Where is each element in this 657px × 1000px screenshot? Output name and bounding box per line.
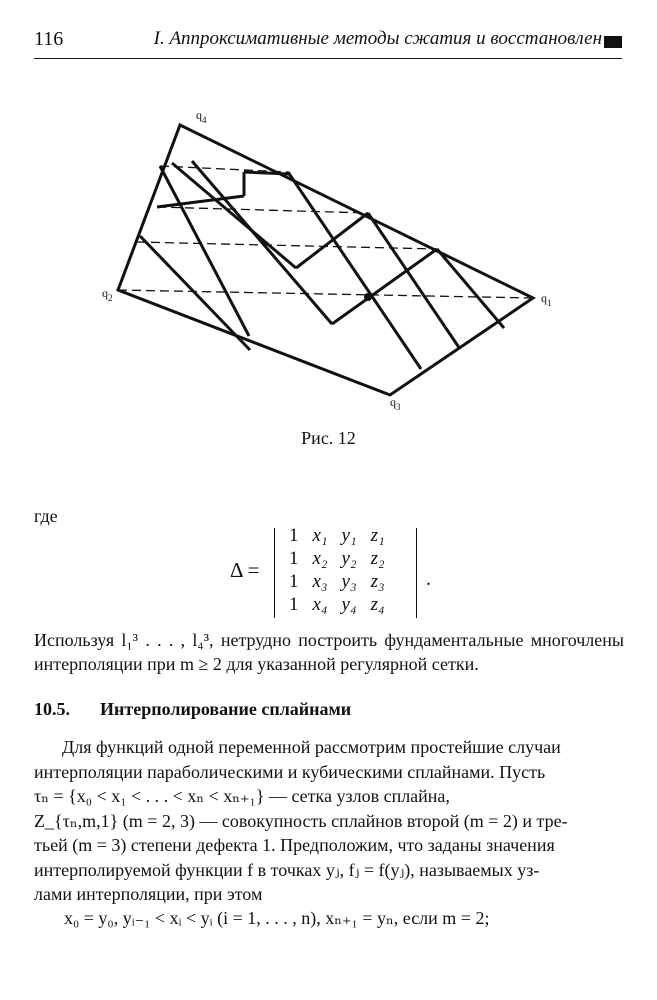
paragraph-line: интерполяции параболическими и кубическими сплайнами. Пусть: [34, 761, 546, 782]
figure-hatch-line: [288, 172, 421, 369]
matrix-cell: x₂: [312, 547, 328, 569]
matrix-cell: z₁: [370, 524, 385, 546]
figure-center-point: [364, 293, 372, 301]
section-number: 10.5.: [34, 699, 70, 719]
matrix-row: [282, 524, 392, 547]
header-mark: [604, 36, 622, 48]
matrix-cell: z₂: [370, 547, 385, 569]
determinant-period: .: [426, 568, 431, 590]
matrix-cell: x₃: [312, 570, 328, 592]
label-q3: $q_3$: [390, 395, 401, 412]
figure-hatch-line: [172, 163, 296, 268]
matrix-cell: y₃: [341, 570, 357, 592]
figure-hatch-line: [244, 172, 289, 174]
section-heading: [34, 699, 351, 720]
matrix-cell: y₁: [341, 524, 357, 546]
figure-hatch-line: [368, 213, 460, 349]
label-q4: $q_4$: [196, 108, 207, 125]
matrix-cell: x₄: [312, 593, 328, 615]
paragraph-line: τₙ = {x₀ < x₁ < . . . < xₙ < xₙ₊₁} — сетка узлов сплайна,: [34, 786, 450, 806]
figure-hatch-line: [296, 213, 368, 268]
label-q1: $q_1$: [541, 291, 552, 308]
paragraph-line: тьей (m = 3) степени дефекта 1. Предположим, что заданы значения: [34, 835, 555, 855]
label-q2: $q_2$: [102, 286, 113, 303]
paragraph-line: интерполируемой функции f в точках yⱼ, fⱼ = f(yⱼ), называемых уз-: [34, 859, 540, 880]
paragraph-line: Для функций одной переменной рассмотрим простейшие случаи: [62, 737, 561, 757]
page-header: [34, 28, 622, 58]
running-title: I. Аппроксимативные методы сжатия и восстановлен: [153, 28, 602, 49]
matrix-cell: 1: [289, 593, 299, 615]
paragraph-line: Z_{τₙ,m,1} (m = 2, 3) — совокупность сплайнов второй (m = 2) и тре-: [34, 810, 568, 831]
where-word: где: [34, 506, 58, 526]
figure-caption: Рис. 12: [301, 428, 356, 448]
matrix-cell: 1: [289, 547, 299, 569]
matrix-cell: 1: [289, 524, 299, 546]
section-title: Интерполирование сплайнами: [100, 699, 352, 719]
paragraph-line: лами интерполяции, при этом: [34, 884, 263, 904]
formula-interpolation-nodes: x₀ = y₀, yᵢ₋₁ < xᵢ < yᵢ (i = 1, . . . , n), xₙ₊₁ = yₙ, если m = 2;: [64, 908, 490, 928]
figure-hatch-line: [192, 161, 332, 324]
matrix-cell: y₂: [341, 547, 357, 569]
figure-outline: [118, 125, 533, 395]
matrix-row: [282, 547, 392, 570]
figure-dashed-line: [157, 207, 368, 213]
delta-label: Δ =: [230, 558, 260, 582]
matrix-cell: z₃: [370, 570, 385, 592]
matrix-cell: y₄: [341, 593, 357, 615]
figure-hatch-line: [437, 249, 504, 328]
determinant-bar-left: [274, 528, 275, 618]
paragraph-fundamental-polynomials: Используя l₁³ . . . , l₄³, нетрудно построить фундаментальные многочлены интерполяции при m ≥ 2 для указанной регулярной сетки.: [34, 630, 624, 674]
figure-dashed-line: [118, 290, 533, 298]
matrix-cell: x₁: [312, 524, 328, 546]
matrix-row: [282, 570, 392, 593]
paragraph-splines: [34, 735, 624, 907]
matrix-row: [282, 593, 392, 616]
matrix-cell: 1: [289, 570, 299, 592]
header-rule: [34, 58, 622, 59]
figure-hatch-line: [140, 236, 250, 350]
matrix-cell: z₄: [370, 593, 385, 615]
determinant-matrix: [282, 524, 392, 616]
page-number: 116: [34, 28, 64, 50]
figure-quadrilateral-grid: [0, 100, 657, 430]
figure-dashed-line: [137, 242, 437, 249]
determinant-bar-right: [416, 528, 417, 618]
